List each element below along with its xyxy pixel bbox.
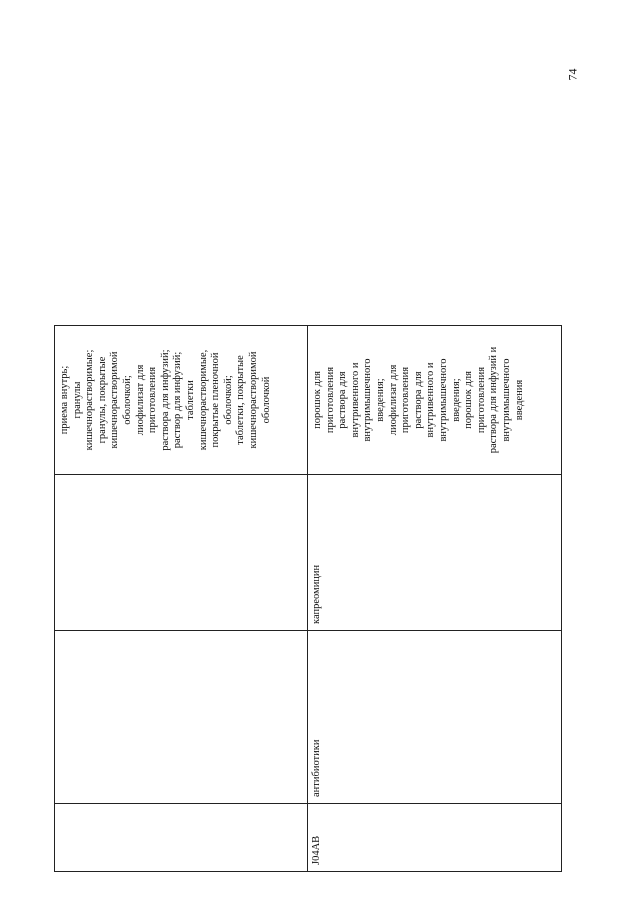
dosage-form-line: внутривенного и xyxy=(349,362,361,438)
dosage-form-line: лиофилизат для xyxy=(134,364,146,436)
dosage-form-line: кишечнорастворимой xyxy=(109,351,121,449)
dosage-form-line: гранулы, покрытые xyxy=(96,356,108,444)
dosage-form-line: лиофилизат для xyxy=(387,364,399,436)
table-row xyxy=(55,326,307,871)
dosage-form-line: раствора для инфузий и xyxy=(488,346,500,454)
dosage-form-line: внутримышечного xyxy=(437,358,449,442)
page-number: 74 xyxy=(565,68,580,80)
atc-code-cell xyxy=(55,804,307,871)
dosage-form-line: таблетки, покрытые xyxy=(235,355,247,445)
dosage-form-line: раствора для xyxy=(337,371,349,429)
dosage-form-line: раствора для инфузий; xyxy=(159,349,171,451)
dosage-form-line: приготовления xyxy=(475,366,487,434)
dosage-form-line: приема внутрь; xyxy=(59,365,70,435)
dosage-form-line: порошок для xyxy=(463,371,475,429)
dosage-form-line: раствор для инфузий; xyxy=(172,351,184,449)
dosage-form-line: введения; xyxy=(374,378,386,422)
dosage-form-line: кишечнорастворимой xyxy=(247,351,259,449)
dosage-form-line: покрытые пленочной xyxy=(210,352,222,448)
dosage-form-line: таблетки xyxy=(184,380,196,420)
dosage-form-line: гранулы xyxy=(71,381,83,419)
dosage-form-line: порошок для xyxy=(312,371,323,429)
drug-name-cell: капреомицин xyxy=(308,475,561,631)
dosage-form-line: приготовления xyxy=(324,366,336,434)
dosage-form-line: приготовления xyxy=(400,366,412,434)
dosage-form-line: внутривенного и xyxy=(425,362,437,438)
group-cell xyxy=(55,631,307,804)
table-row xyxy=(307,326,561,871)
dosage-form-line: кишечнорастворимые; xyxy=(84,349,96,451)
dosage-form-line: введения xyxy=(513,379,525,421)
drug-table-wrapper xyxy=(54,325,562,872)
dosage-forms-cell xyxy=(308,326,561,475)
dosage-form-line: оболочкой xyxy=(260,376,272,424)
dosage-form-line: раствора для xyxy=(412,371,424,429)
dosage-forms-cell xyxy=(55,326,307,475)
drug-table xyxy=(54,325,562,872)
dosage-form-line: внутримышечного xyxy=(362,358,374,442)
dosage-form-line: введения; xyxy=(450,378,462,422)
drug-name-cell xyxy=(55,475,307,631)
dosage-form-line: кишечнорастворимые, xyxy=(197,349,209,451)
dosage-form-line: приготовления xyxy=(147,366,159,434)
dosage-form-line: внутримышечного xyxy=(500,358,512,442)
dosage-form-line: оболочкой; xyxy=(222,375,234,425)
dosage-form-line: оболочкой; xyxy=(121,375,133,425)
atc-code-cell: J04AB xyxy=(311,835,322,865)
group-cell: антибиотики xyxy=(308,631,561,804)
